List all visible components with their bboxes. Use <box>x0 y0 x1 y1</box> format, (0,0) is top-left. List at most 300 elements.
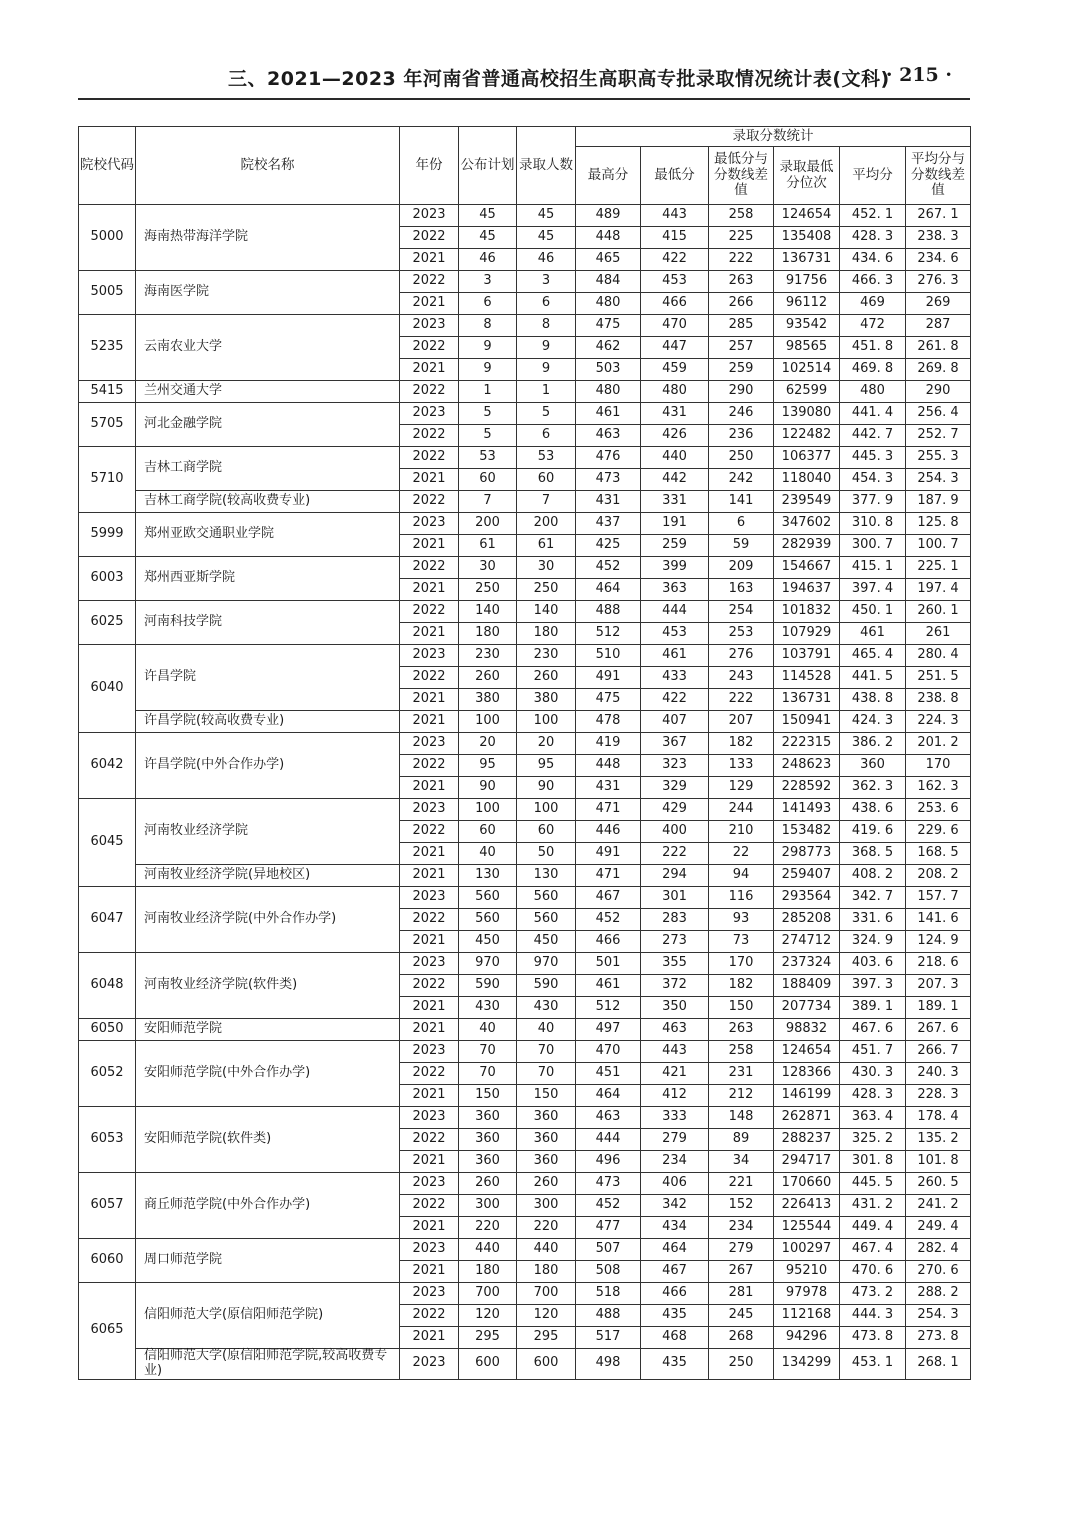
min-score-cell: 459 <box>641 359 709 381</box>
school-name: 信阳师范大学(原信阳师范学院) <box>136 1283 400 1349</box>
admitted-cell: 30 <box>517 557 576 579</box>
min-score-cell: 363 <box>641 579 709 601</box>
year-cell: 2022 <box>400 557 459 579</box>
admitted-cell: 100 <box>517 711 576 733</box>
header-max: 最高分 <box>576 147 641 205</box>
min-score-cell: 463 <box>641 1019 709 1041</box>
admitted-cell: 700 <box>517 1283 576 1305</box>
avg-score-cell: 363. 4 <box>840 1107 906 1129</box>
min-score-cell: 440 <box>641 447 709 469</box>
avg-diff-cell: 135. 2 <box>906 1129 971 1151</box>
admission-stats-table <box>78 126 971 1380</box>
avg-score-cell: 470. 6 <box>840 1261 906 1283</box>
rank-cell: 298773 <box>774 843 840 865</box>
rank-cell: 125544 <box>774 1217 840 1239</box>
header-score-group: 录取分数统计 <box>576 127 971 147</box>
avg-score-cell: 444. 3 <box>840 1305 906 1327</box>
year-cell: 2022 <box>400 381 459 403</box>
min-score-cell: 259 <box>641 535 709 557</box>
max-score-cell: 419 <box>576 733 641 755</box>
school-name: 安阳师范学院 <box>136 1019 400 1041</box>
max-score-cell: 461 <box>576 403 641 425</box>
avg-score-cell: 430. 3 <box>840 1063 906 1085</box>
min-diff-cell: 263 <box>709 271 774 293</box>
school-name: 河南科技学院 <box>136 601 400 645</box>
table-row <box>79 1041 971 1063</box>
plan-cell: 20 <box>459 733 517 755</box>
min-score-cell: 355 <box>641 953 709 975</box>
avg-score-cell: 397. 3 <box>840 975 906 997</box>
max-score-cell: 464 <box>576 579 641 601</box>
min-score-cell: 329 <box>641 777 709 799</box>
avg-score-cell: 467. 4 <box>840 1239 906 1261</box>
max-score-cell: 480 <box>576 293 641 315</box>
min-score-cell: 412 <box>641 1085 709 1107</box>
admitted-cell: 61 <box>517 535 576 557</box>
avg-score-cell: 434. 6 <box>840 249 906 271</box>
min-score-cell: 480 <box>641 381 709 403</box>
min-diff-cell: 222 <box>709 689 774 711</box>
year-cell: 2023 <box>400 1041 459 1063</box>
admitted-cell: 590 <box>517 975 576 997</box>
avg-diff-cell: 273. 8 <box>906 1327 971 1349</box>
school-name: 海南医学院 <box>136 271 400 315</box>
avg-score-cell: 449. 4 <box>840 1217 906 1239</box>
avg-score-cell: 469. 8 <box>840 359 906 381</box>
min-score-cell: 323 <box>641 755 709 777</box>
min-diff-cell: 290 <box>709 381 774 403</box>
min-score-cell: 301 <box>641 887 709 909</box>
year-cell: 2022 <box>400 227 459 249</box>
year-cell: 2022 <box>400 447 459 469</box>
admitted-cell: 300 <box>517 1195 576 1217</box>
avg-diff-cell: 254. 3 <box>906 469 971 491</box>
avg-score-cell: 472 <box>840 315 906 337</box>
year-cell: 2023 <box>400 953 459 975</box>
admitted-cell: 90 <box>517 777 576 799</box>
min-diff-cell: 244 <box>709 799 774 821</box>
avg-score-cell: 480 <box>840 381 906 403</box>
year-cell: 2021 <box>400 1085 459 1107</box>
avg-score-cell: 469 <box>840 293 906 315</box>
year-cell: 2023 <box>400 1349 459 1380</box>
table-row <box>79 1107 971 1129</box>
year-cell: 2022 <box>400 1305 459 1327</box>
admitted-cell: 220 <box>517 1217 576 1239</box>
min-diff-cell: 221 <box>709 1173 774 1195</box>
table-row <box>79 557 971 579</box>
plan-cell: 100 <box>459 711 517 733</box>
avg-diff-cell: 267. 1 <box>906 205 971 227</box>
plan-cell: 53 <box>459 447 517 469</box>
avg-diff-cell: 238. 8 <box>906 689 971 711</box>
avg-diff-cell: 178. 4 <box>906 1107 971 1129</box>
min-diff-cell: 281 <box>709 1283 774 1305</box>
rank-cell: 107929 <box>774 623 840 645</box>
avg-score-cell: 408. 2 <box>840 865 906 887</box>
plan-cell: 3 <box>459 271 517 293</box>
min-diff-cell: 246 <box>709 403 774 425</box>
year-cell: 2022 <box>400 337 459 359</box>
year-cell: 2021 <box>400 711 459 733</box>
year-cell: 2021 <box>400 865 459 887</box>
min-score-cell: 461 <box>641 645 709 667</box>
min-score-cell: 350 <box>641 997 709 1019</box>
admitted-cell: 9 <box>517 337 576 359</box>
avg-diff-cell: 187. 9 <box>906 491 971 513</box>
avg-score-cell: 386. 2 <box>840 733 906 755</box>
min-diff-cell: 258 <box>709 1041 774 1063</box>
school-code: 6045 <box>79 799 136 887</box>
min-diff-cell: 276 <box>709 645 774 667</box>
admitted-cell: 180 <box>517 1261 576 1283</box>
admitted-cell: 8 <box>517 315 576 337</box>
avg-score-cell: 331. 6 <box>840 909 906 931</box>
avg-score-cell: 467. 6 <box>840 1019 906 1041</box>
year-cell: 2022 <box>400 1063 459 1085</box>
avg-diff-cell: 269. 8 <box>906 359 971 381</box>
min-diff-cell: 268 <box>709 1327 774 1349</box>
avg-score-cell: 438. 8 <box>840 689 906 711</box>
plan-cell: 360 <box>459 1151 517 1173</box>
year-cell: 2021 <box>400 777 459 799</box>
plan-cell: 260 <box>459 1173 517 1195</box>
avg-score-cell: 324. 9 <box>840 931 906 953</box>
school-code: 6042 <box>79 733 136 799</box>
year-cell: 2021 <box>400 623 459 645</box>
min-diff-cell: 259 <box>709 359 774 381</box>
school-code: 5415 <box>79 381 136 403</box>
avg-diff-cell: 254. 3 <box>906 1305 971 1327</box>
max-score-cell: 517 <box>576 1327 641 1349</box>
header-min: 最低分 <box>641 147 709 205</box>
min-diff-cell: 231 <box>709 1063 774 1085</box>
plan-cell: 46 <box>459 249 517 271</box>
min-score-cell: 468 <box>641 1327 709 1349</box>
table-row <box>79 601 971 623</box>
avg-diff-cell: 251. 5 <box>906 667 971 689</box>
plan-cell: 45 <box>459 227 517 249</box>
page-number: · 215 · <box>885 64 952 86</box>
avg-diff-cell: 229. 6 <box>906 821 971 843</box>
plan-cell: 70 <box>459 1063 517 1085</box>
min-score-cell: 435 <box>641 1349 709 1380</box>
rank-cell: 97978 <box>774 1283 840 1305</box>
avg-score-cell: 342. 7 <box>840 887 906 909</box>
max-score-cell: 452 <box>576 909 641 931</box>
rank-cell: 293564 <box>774 887 840 909</box>
min-diff-cell: 6 <box>709 513 774 535</box>
avg-score-cell: 451. 8 <box>840 337 906 359</box>
table-row <box>79 1173 971 1195</box>
plan-cell: 1 <box>459 381 517 403</box>
min-score-cell: 399 <box>641 557 709 579</box>
year-cell: 2021 <box>400 249 459 271</box>
table-row <box>79 1019 971 1041</box>
min-diff-cell: 141 <box>709 491 774 513</box>
year-cell: 2022 <box>400 271 459 293</box>
min-diff-cell: 170 <box>709 953 774 975</box>
rank-cell: 100297 <box>774 1239 840 1261</box>
max-score-cell: 437 <box>576 513 641 535</box>
table-row <box>79 733 971 755</box>
admitted-cell: 60 <box>517 469 576 491</box>
plan-cell: 970 <box>459 953 517 975</box>
school-code: 5005 <box>79 271 136 315</box>
min-diff-cell: 253 <box>709 623 774 645</box>
avg-diff-cell: 224. 3 <box>906 711 971 733</box>
min-score-cell: 466 <box>641 293 709 315</box>
min-diff-cell: 225 <box>709 227 774 249</box>
min-score-cell: 406 <box>641 1173 709 1195</box>
header-code: 院校代码 <box>79 127 136 205</box>
avg-diff-cell: 256. 4 <box>906 403 971 425</box>
school-code: 6050 <box>79 1019 136 1041</box>
avg-diff-cell: 261 <box>906 623 971 645</box>
avg-diff-cell: 249. 4 <box>906 1217 971 1239</box>
year-cell: 2022 <box>400 909 459 931</box>
table-row <box>79 403 971 425</box>
admitted-cell: 130 <box>517 865 576 887</box>
plan-cell: 250 <box>459 579 517 601</box>
admitted-cell: 260 <box>517 1173 576 1195</box>
year-cell: 2021 <box>400 1151 459 1173</box>
rank-cell: 139080 <box>774 403 840 425</box>
admitted-cell: 50 <box>517 843 576 865</box>
plan-cell: 360 <box>459 1107 517 1129</box>
school-code: 6003 <box>79 557 136 601</box>
year-cell: 2021 <box>400 535 459 557</box>
school-name: 许昌学院(较高收费专业) <box>136 711 400 733</box>
plan-cell: 450 <box>459 931 517 953</box>
min-diff-cell: 129 <box>709 777 774 799</box>
year-cell: 2021 <box>400 997 459 1019</box>
rank-cell: 146199 <box>774 1085 840 1107</box>
plan-cell: 95 <box>459 755 517 777</box>
admitted-cell: 53 <box>517 447 576 469</box>
rank-cell: 98832 <box>774 1019 840 1041</box>
min-diff-cell: 148 <box>709 1107 774 1129</box>
avg-diff-cell: 228. 3 <box>906 1085 971 1107</box>
admitted-cell: 95 <box>517 755 576 777</box>
min-diff-cell: 258 <box>709 205 774 227</box>
plan-cell: 61 <box>459 535 517 557</box>
rank-cell: 153482 <box>774 821 840 843</box>
min-score-cell: 470 <box>641 315 709 337</box>
admitted-cell: 200 <box>517 513 576 535</box>
avg-score-cell: 389. 1 <box>840 997 906 1019</box>
min-score-cell: 372 <box>641 975 709 997</box>
year-cell: 2023 <box>400 645 459 667</box>
year-cell: 2023 <box>400 887 459 909</box>
min-score-cell: 429 <box>641 799 709 821</box>
admitted-cell: 3 <box>517 271 576 293</box>
avg-score-cell: 362. 3 <box>840 777 906 799</box>
min-score-cell: 422 <box>641 249 709 271</box>
avg-score-cell: 451. 7 <box>840 1041 906 1063</box>
admitted-cell: 45 <box>517 205 576 227</box>
school-code: 6047 <box>79 887 136 953</box>
min-score-cell: 443 <box>641 205 709 227</box>
admitted-cell: 20 <box>517 733 576 755</box>
avg-score-cell: 419. 6 <box>840 821 906 843</box>
year-cell: 2022 <box>400 667 459 689</box>
max-score-cell: 507 <box>576 1239 641 1261</box>
min-score-cell: 453 <box>641 271 709 293</box>
rank-cell: 118040 <box>774 469 840 491</box>
avg-diff-cell: 287 <box>906 315 971 337</box>
table-row <box>79 491 971 513</box>
min-score-cell: 283 <box>641 909 709 931</box>
rank-cell: 150941 <box>774 711 840 733</box>
min-diff-cell: 133 <box>709 755 774 777</box>
admitted-cell: 180 <box>517 623 576 645</box>
avg-score-cell: 403. 6 <box>840 953 906 975</box>
min-diff-cell: 222 <box>709 249 774 271</box>
avg-score-cell: 473. 8 <box>840 1327 906 1349</box>
rank-cell: 262871 <box>774 1107 840 1129</box>
plan-cell: 120 <box>459 1305 517 1327</box>
min-score-cell: 294 <box>641 865 709 887</box>
school-code: 6053 <box>79 1107 136 1173</box>
max-score-cell: 501 <box>576 953 641 975</box>
rank-cell: 122482 <box>774 425 840 447</box>
table-row <box>79 447 971 469</box>
rank-cell: 141493 <box>774 799 840 821</box>
avg-score-cell: 441. 4 <box>840 403 906 425</box>
min-diff-cell: 34 <box>709 1151 774 1173</box>
max-score-cell: 446 <box>576 821 641 843</box>
avg-diff-cell: 241. 2 <box>906 1195 971 1217</box>
avg-score-cell: 450. 1 <box>840 601 906 623</box>
admitted-cell: 7 <box>517 491 576 513</box>
plan-cell: 90 <box>459 777 517 799</box>
avg-diff-cell: 253. 6 <box>906 799 971 821</box>
rank-cell: 135408 <box>774 227 840 249</box>
avg-diff-cell: 269 <box>906 293 971 315</box>
year-cell: 2021 <box>400 689 459 711</box>
min-diff-cell: 257 <box>709 337 774 359</box>
min-score-cell: 434 <box>641 1217 709 1239</box>
max-score-cell: 489 <box>576 205 641 227</box>
min-score-cell: 400 <box>641 821 709 843</box>
year-cell: 2021 <box>400 293 459 315</box>
min-score-cell: 191 <box>641 513 709 535</box>
max-score-cell: 496 <box>576 1151 641 1173</box>
rank-cell: 170660 <box>774 1173 840 1195</box>
year-cell: 2023 <box>400 733 459 755</box>
year-cell: 2021 <box>400 931 459 953</box>
year-cell: 2023 <box>400 403 459 425</box>
rank-cell: 93542 <box>774 315 840 337</box>
min-diff-cell: 285 <box>709 315 774 337</box>
min-diff-cell: 250 <box>709 447 774 469</box>
rank-cell: 94296 <box>774 1327 840 1349</box>
admitted-cell: 450 <box>517 931 576 953</box>
min-diff-cell: 22 <box>709 843 774 865</box>
avg-score-cell: 441. 5 <box>840 667 906 689</box>
table-row <box>79 865 971 887</box>
rank-cell: 114528 <box>774 667 840 689</box>
max-score-cell: 463 <box>576 1107 641 1129</box>
max-score-cell: 462 <box>576 337 641 359</box>
rank-cell: 124654 <box>774 205 840 227</box>
rank-cell: 259407 <box>774 865 840 887</box>
avg-score-cell: 452. 1 <box>840 205 906 227</box>
avg-diff-cell: 276. 3 <box>906 271 971 293</box>
max-score-cell: 431 <box>576 491 641 513</box>
min-diff-cell: 89 <box>709 1129 774 1151</box>
school-name: 吉林工商学院 <box>136 447 400 491</box>
avg-diff-cell: 266. 7 <box>906 1041 971 1063</box>
rank-cell: 239549 <box>774 491 840 513</box>
min-score-cell: 466 <box>641 1283 709 1305</box>
school-code: 5235 <box>79 315 136 381</box>
header-avg: 平均分 <box>840 147 906 205</box>
plan-cell: 40 <box>459 1019 517 1041</box>
plan-cell: 60 <box>459 821 517 843</box>
rank-cell: 347602 <box>774 513 840 535</box>
table-row <box>79 381 971 403</box>
avg-diff-cell: 168. 5 <box>906 843 971 865</box>
year-cell: 2023 <box>400 205 459 227</box>
plan-cell: 590 <box>459 975 517 997</box>
avg-score-cell: 465. 4 <box>840 645 906 667</box>
avg-score-cell: 424. 3 <box>840 711 906 733</box>
avg-score-cell: 428. 3 <box>840 227 906 249</box>
rank-cell: 248623 <box>774 755 840 777</box>
year-cell: 2021 <box>400 1327 459 1349</box>
avg-diff-cell: 270. 6 <box>906 1261 971 1283</box>
avg-diff-cell: 261. 8 <box>906 337 971 359</box>
year-cell: 2023 <box>400 1239 459 1261</box>
admitted-cell: 260 <box>517 667 576 689</box>
avg-score-cell: 473. 2 <box>840 1283 906 1305</box>
min-score-cell: 447 <box>641 337 709 359</box>
year-cell: 2022 <box>400 601 459 623</box>
plan-cell: 430 <box>459 997 517 1019</box>
year-cell: 2022 <box>400 975 459 997</box>
avg-score-cell: 428. 3 <box>840 1085 906 1107</box>
max-score-cell: 473 <box>576 1173 641 1195</box>
rank-cell: 134299 <box>774 1349 840 1380</box>
max-score-cell: 471 <box>576 799 641 821</box>
rank-cell: 282939 <box>774 535 840 557</box>
rank-cell: 128366 <box>774 1063 840 1085</box>
min-diff-cell: 182 <box>709 733 774 755</box>
year-cell: 2022 <box>400 425 459 447</box>
year-cell: 2023 <box>400 799 459 821</box>
page-title: 三、2021—2023 年河南省普通高校招生高职高专批录取情况统计表(文科) <box>228 68 890 90</box>
plan-cell: 560 <box>459 887 517 909</box>
min-score-cell: 421 <box>641 1063 709 1085</box>
avg-score-cell: 438. 6 <box>840 799 906 821</box>
admitted-cell: 5 <box>517 403 576 425</box>
max-score-cell: 452 <box>576 1195 641 1217</box>
max-score-cell: 497 <box>576 1019 641 1041</box>
admitted-cell: 360 <box>517 1151 576 1173</box>
admitted-cell: 360 <box>517 1129 576 1151</box>
min-score-cell: 273 <box>641 931 709 953</box>
min-score-cell: 234 <box>641 1151 709 1173</box>
school-name: 安阳师范学院(软件类) <box>136 1107 400 1173</box>
table-row <box>79 799 971 821</box>
school-code: 6057 <box>79 1173 136 1239</box>
table-row <box>79 1239 971 1261</box>
rank-cell: 188409 <box>774 975 840 997</box>
school-code: 6025 <box>79 601 136 645</box>
min-diff-cell: 73 <box>709 931 774 953</box>
